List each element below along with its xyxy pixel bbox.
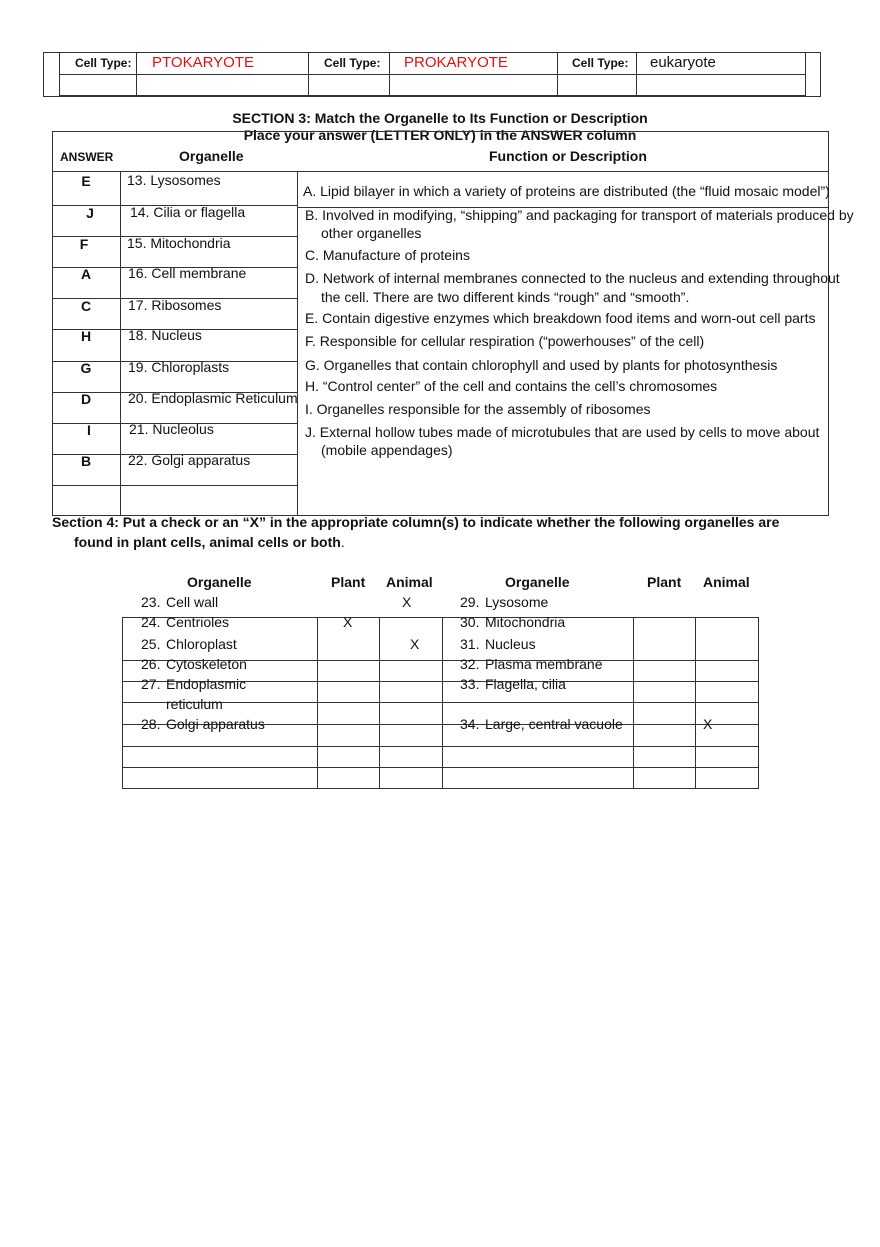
- function-text: G. Organelles that contain chlorophyll and used by plants for photosynthesis: [305, 357, 778, 373]
- organelle-header: Organelle: [179, 148, 244, 164]
- animal-mark[interactable]: X: [410, 636, 420, 652]
- function-text: B. Involved in modifying, “shipping” and packaging for transport of materials produced by: [305, 207, 854, 223]
- organelle-name-continued: reticulum: [166, 696, 223, 712]
- answer-cell[interactable]: B: [80, 453, 92, 469]
- function-text: the cell. There are two different kinds “rough” and “smooth”.: [321, 289, 690, 305]
- organelle-name: Lysosome: [485, 594, 549, 610]
- cell-type-value-3[interactable]: eukaryote: [650, 54, 716, 71]
- function-text: F. Responsible for cellular respiration (“powerhouses” of the cell): [305, 333, 705, 349]
- function-text: C. Manufacture of proteins: [305, 247, 470, 263]
- function-text: D. Network of internal membranes connected to the nucleus and extending throughout: [305, 270, 840, 286]
- organelle-name: Mitochondria: [485, 614, 566, 630]
- answer-cell[interactable]: E: [81, 173, 91, 189]
- organelle-name: Endoplasmic: [166, 676, 247, 692]
- answer-cell[interactable]: I: [87, 422, 91, 438]
- plant-header-right: Plant: [647, 574, 682, 590]
- organelle-cell: 18. Nucleus: [128, 327, 202, 343]
- answer-cell[interactable]: D: [80, 391, 92, 407]
- function-text: I. Organelles responsible for the assembly of ribosomes: [305, 401, 651, 417]
- answer-cell[interactable]: J: [86, 205, 94, 221]
- answer-header: ANSWER: [60, 150, 114, 164]
- item-number: 26.: [141, 656, 161, 672]
- plant-header-left: Plant: [331, 574, 366, 590]
- organelle-cell: 21. Nucleolus: [129, 421, 214, 437]
- function-text: E. Contain digestive enzymes which breakdown food items and worn-out cell parts: [305, 310, 816, 326]
- section-3-subtitle: Place your answer (LETTER ONLY) in the ANSWER column: [243, 127, 637, 143]
- cell-type-value-2[interactable]: PROKARYOTE: [404, 54, 508, 71]
- animal-header-right: Animal: [703, 574, 750, 590]
- cell-type-label-3: Cell Type:: [572, 56, 629, 70]
- organelle-header-left: Organelle: [187, 574, 252, 590]
- animal-mark[interactable]: X: [703, 716, 713, 732]
- item-number: 34.: [460, 716, 480, 732]
- item-number: 25.: [141, 636, 161, 652]
- organelle-cell: 15. Mitochondria: [127, 235, 231, 251]
- cell-type-label-2: Cell Type:: [324, 56, 381, 70]
- function-text: A. Lipid bilayer in which a variety of proteins are distributed (the “fluid mosaic model”): [303, 183, 830, 199]
- organelle-name: Centrioles: [166, 614, 230, 630]
- animal-mark[interactable]: X: [402, 594, 412, 610]
- organelle-name: Golgi apparatus: [166, 716, 265, 732]
- function-text: (mobile appendages): [321, 442, 453, 458]
- function-text: H. “Control center” of the cell and contains the cell’s chromosomes: [305, 378, 718, 394]
- organelle-cell: 16. Cell membrane: [128, 265, 247, 281]
- organelle-cell: 13. Lysosomes: [127, 172, 221, 188]
- organelle-cell: 22. Golgi apparatus: [128, 452, 251, 468]
- organelle-cell: 20. Endoplasmic Reticulum: [128, 390, 298, 406]
- organelle-name: Large, central vacuole: [485, 716, 623, 732]
- function-header: Function or Description: [489, 148, 647, 164]
- answer-cell[interactable]: G: [80, 360, 92, 376]
- organelle-name: Cytoskeleton: [166, 656, 247, 672]
- item-number: 32.: [460, 656, 480, 672]
- answer-cell[interactable]: C: [80, 298, 92, 314]
- organelle-cell: 19. Chloroplasts: [128, 359, 230, 375]
- item-number: 29.: [460, 594, 480, 610]
- answer-cell[interactable]: F: [79, 236, 89, 252]
- item-number: 28.: [141, 716, 161, 732]
- organelle-name: Cell wall: [166, 594, 219, 610]
- item-number: 30.: [460, 614, 480, 630]
- organelle-cell: 14. Cilia or flagella: [130, 204, 246, 220]
- answer-cell[interactable]: H: [80, 328, 92, 344]
- section-4-instruction: Section 4: Put a check or an “X” in the appropriate column(s) to indicate whether the following organelles are: [52, 514, 780, 530]
- organelle-name: Nucleus: [485, 636, 536, 652]
- organelle-name: Plasma membrane: [485, 656, 603, 672]
- organelle-header-right: Organelle: [505, 574, 570, 590]
- animal-header-left: Animal: [386, 574, 433, 590]
- item-number: 27.: [141, 676, 161, 692]
- organelle-cell: 17. Ribosomes: [128, 297, 222, 313]
- cell-type-label-1: Cell Type:: [75, 56, 132, 70]
- item-number: 31.: [460, 636, 480, 652]
- item-number: 24.: [141, 614, 161, 630]
- answer-cell[interactable]: A: [80, 266, 92, 282]
- function-text: other organelles: [321, 225, 422, 241]
- organelle-name: Chloroplast: [166, 636, 237, 652]
- function-text: J. External hollow tubes made of microtubules that are used by cells to move about: [305, 424, 820, 440]
- section-3-title: SECTION 3: Match the Organelle to Its Function or Description: [232, 110, 648, 126]
- cell-type-value-1[interactable]: PTOKARYOTE: [152, 54, 254, 71]
- organelle-name: Flagella, cilia: [485, 676, 566, 692]
- section-4-instruction-line2: found in plant cells, animal cells or both.: [74, 534, 345, 550]
- plant-mark[interactable]: X: [343, 614, 353, 630]
- item-number: 33.: [460, 676, 480, 692]
- item-number: 23.: [141, 594, 161, 610]
